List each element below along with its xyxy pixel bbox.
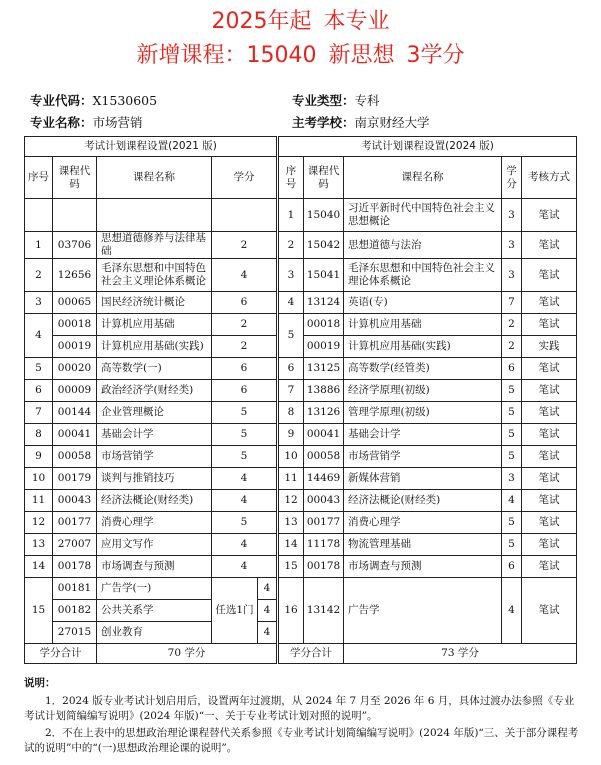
table-cell: [97, 199, 212, 232]
table-cell: 笔试: [522, 556, 577, 578]
table-cell: 笔试: [522, 232, 577, 259]
left-total: 70 学分: [97, 644, 278, 664]
table-cell: 7: [25, 402, 53, 424]
table-cell: 笔试: [522, 578, 577, 644]
table-cell: 新媒体营销: [344, 468, 502, 490]
table-cell: 应用文写作: [97, 534, 212, 556]
table-cell: 10: [278, 446, 304, 468]
table-cell: 消费心理学: [97, 512, 212, 534]
table-cell: 2: [25, 259, 53, 292]
table-cell: 3: [25, 292, 53, 314]
table-row: [25, 232, 577, 259]
table-cell: 4: [278, 292, 304, 314]
table-cell: 2: [502, 336, 522, 358]
table-cell: 管理学原理(初级): [344, 402, 502, 424]
table-cell: [212, 199, 278, 232]
table-cell: 笔试: [522, 199, 577, 232]
table-cell: 00041: [53, 424, 97, 446]
table-cell: 3: [502, 232, 522, 259]
table-cell: 英语(专): [344, 292, 502, 314]
table-cell: 7: [502, 292, 522, 314]
table-cell: 笔试: [522, 402, 577, 424]
table-cell: 15: [278, 556, 304, 578]
column-header: 课程代码: [53, 157, 97, 199]
banner-line-1: 2025年起 本专业: [211, 9, 390, 34]
table-cell: 03706: [53, 232, 97, 259]
major-name: 市场营销: [92, 115, 143, 130]
course-table: [24, 136, 577, 664]
table-cell: 学分合计: [25, 644, 97, 664]
table-cell: 13125: [304, 358, 344, 380]
table-cell: 高等数学(一): [97, 358, 212, 380]
table-cell: 5: [25, 358, 53, 380]
table-cell: 2: [212, 336, 278, 358]
table-cell: 政治经济学(财经类): [97, 380, 212, 402]
table-cell: 6: [212, 292, 278, 314]
table-cell: 00065: [53, 292, 97, 314]
table-cell: 创业教育: [97, 622, 212, 644]
table-cell: 15042: [304, 232, 344, 259]
table-cell: 公共关系学: [97, 600, 212, 622]
table-cell: 毛泽东思想和中国特色社会主义理论体系概论: [344, 259, 502, 292]
table-cell: 企业管理概论: [97, 402, 212, 424]
table-cell: 00058: [53, 446, 97, 468]
table-cell: 00058: [304, 446, 344, 468]
table-cell: 6: [502, 556, 522, 578]
table-row: [25, 446, 577, 468]
table-cell: 5: [212, 402, 278, 424]
table-cell: 8: [278, 402, 304, 424]
table-cell: 00009: [53, 380, 97, 402]
table-cell: 15: [25, 578, 53, 644]
table-cell: 消费心理学: [344, 512, 502, 534]
table-cell: 1: [25, 232, 53, 259]
table-cell: 15040: [304, 199, 344, 232]
table-cell: 谈判与推销技巧: [97, 468, 212, 490]
table-row: [25, 424, 577, 446]
table-cell: 2: [278, 232, 304, 259]
table-cell: 2: [212, 314, 278, 336]
table-row: [25, 402, 577, 424]
table-cell: 1: [278, 199, 304, 232]
table-cell: 15041: [304, 259, 344, 292]
table-cell: 00144: [53, 402, 97, 424]
table-cell: 广告学(一): [97, 578, 212, 600]
table-cell: 00018: [53, 314, 97, 336]
table-cell: 思想道德与法治: [344, 232, 502, 259]
table-cell: 13124: [304, 292, 344, 314]
table-cell: 9: [278, 424, 304, 446]
table-cell: 计算机应用基础: [344, 314, 502, 336]
table-cell: 高等数学(经管类): [344, 358, 502, 380]
table-cell: 12656: [53, 259, 97, 292]
table-cell: 毛泽东思想和中国特色社会主义理论体系概论: [97, 259, 212, 292]
table-cell: 3: [502, 468, 522, 490]
table-cell: 计算机应用基础(实践): [97, 336, 212, 358]
table-cell: 笔试: [522, 292, 577, 314]
table-cell: 经济法概论(财经类): [344, 490, 502, 512]
table-cell: 笔试: [522, 259, 577, 292]
table-cell: 市场调查与预测: [344, 556, 502, 578]
table-cell: 4: [25, 314, 53, 358]
table-cell: 13126: [304, 402, 344, 424]
table-cell: 00182: [53, 600, 97, 622]
right-total: 73 学分: [344, 644, 577, 664]
exam-school: 南京财经大学: [354, 115, 430, 130]
table-cell: 笔试: [522, 446, 577, 468]
table-cell: 广告学: [344, 578, 502, 644]
table-cell: 计算机应用基础: [97, 314, 212, 336]
table-cell: 笔试: [522, 358, 577, 380]
table-cell: 27007: [53, 534, 97, 556]
table-cell: 00043: [304, 490, 344, 512]
table-cell: 5: [502, 402, 522, 424]
table-cell: 2: [502, 314, 522, 336]
table-cell: 14: [278, 534, 304, 556]
table-cell: 4: [258, 578, 278, 600]
table-cell: 4: [502, 578, 522, 644]
table-cell: 11: [278, 468, 304, 490]
table-cell: 13: [25, 534, 53, 556]
table-row: [25, 490, 577, 512]
table-cell: 6: [212, 358, 278, 380]
table-cell: 5: [278, 314, 304, 358]
table-cell: 学分合计: [278, 644, 344, 664]
table-row: [25, 199, 577, 232]
table-cell: 00018: [304, 314, 344, 336]
table-cell: 9: [25, 446, 53, 468]
table-cell: 00181: [53, 578, 97, 600]
table-cell: 14: [25, 556, 53, 578]
table-cell: 11178: [304, 534, 344, 556]
table-cell: 6: [502, 358, 522, 380]
table-cell: 00179: [53, 468, 97, 490]
table-cell: 00019: [53, 336, 97, 358]
table-row: [25, 556, 577, 578]
table-cell: 7: [278, 380, 304, 402]
table-cell: 4: [212, 259, 278, 292]
table-cell: 5: [502, 534, 522, 556]
table-cell: 6: [212, 380, 278, 402]
table-cell: 3: [278, 259, 304, 292]
table-cell: 5: [502, 512, 522, 534]
major-type: 专科: [354, 93, 380, 108]
table-row: [25, 578, 577, 600]
table-cell: 3: [502, 259, 522, 292]
table-row: [25, 259, 577, 292]
notes-title: 说明：: [24, 677, 56, 689]
table-row: [25, 380, 577, 402]
column-header: 序号: [278, 157, 304, 199]
table-cell: 4: [212, 534, 278, 556]
column-header: 课程代码: [304, 157, 344, 199]
table-cell: 4: [212, 556, 278, 578]
table-cell: 13886: [304, 380, 344, 402]
table-cell: 00043: [53, 490, 97, 512]
total-row: [25, 644, 577, 664]
table-cell: 11: [25, 490, 53, 512]
table-cell: 4: [212, 490, 278, 512]
table-cell: 国民经济统计概论: [97, 292, 212, 314]
table-cell: 习近平新时代中国特色社会主义思想概论: [344, 199, 502, 232]
table-cell: 5: [212, 446, 278, 468]
table-cell: 2: [212, 232, 278, 259]
table-cell: 5: [502, 424, 522, 446]
table-cell: 经济学原理(初级): [344, 380, 502, 402]
table-row: [25, 358, 577, 380]
table-cell: 4: [258, 600, 278, 622]
table-cell: 4: [212, 468, 278, 490]
table-cell: 14469: [304, 468, 344, 490]
table-cell: 27015: [53, 622, 97, 644]
column-header: 学分: [502, 157, 522, 199]
table-cell: 笔试: [522, 380, 577, 402]
table-cell: 10: [25, 468, 53, 490]
right-plan-title: 考试计划课程设置(2024 版): [278, 137, 577, 157]
table-cell: 00177: [304, 512, 344, 534]
table-cell: 基础会计学: [344, 424, 502, 446]
table-cell: 基础会计学: [97, 424, 212, 446]
major-name-row: 专业名称：市场营销 主考学校：南京财经大学: [30, 115, 430, 130]
table-cell: 6: [278, 358, 304, 380]
banner-line-2: 新增课程：15040 新思想 3学分: [136, 43, 465, 68]
table-cell: 00019: [304, 336, 344, 358]
table-row: [25, 314, 577, 336]
column-header: 序号: [25, 157, 53, 199]
major-code: X1530605: [92, 93, 158, 108]
table-cell: 笔试: [522, 468, 577, 490]
elective-note: 任选1门: [212, 578, 258, 644]
column-header: 学分: [212, 157, 278, 199]
table-row: [25, 468, 577, 490]
table-cell: 笔试: [522, 314, 577, 336]
table-cell: 6: [25, 380, 53, 402]
table-cell: 00178: [304, 556, 344, 578]
table-row: [25, 534, 577, 556]
table-cell: 市场营销学: [344, 446, 502, 468]
table-cell: 13: [278, 512, 304, 534]
table-cell: 经济法概论(财经类): [97, 490, 212, 512]
note-1: 1．2024 版专业考试计划启用后，设置两年过渡期，从 2024 年 7 月至 2026 年 6 月，具体过渡办法参照《专业考试计划简编编写说明》(2024 年版)“一、关于专业考试计划对照的说明”。: [24, 695, 575, 722]
table-cell: 市场调查与预测: [97, 556, 212, 578]
table-cell: 4: [258, 622, 278, 644]
table-cell: 4: [502, 490, 522, 512]
table-cell: 3: [502, 199, 522, 232]
table-cell: 5: [502, 380, 522, 402]
table-cell: 计算机应用基础(实践): [344, 336, 502, 358]
table-cell: 笔试: [522, 490, 577, 512]
column-header: 课程名称: [97, 157, 212, 199]
table-cell: 物流管理基础: [344, 534, 502, 556]
table-cell: 12: [25, 512, 53, 534]
table-cell: [53, 199, 97, 232]
table-cell: 00177: [53, 512, 97, 534]
table-cell: 00041: [304, 424, 344, 446]
table-cell: 实践: [522, 336, 577, 358]
table-cell: 5: [502, 446, 522, 468]
table-cell: 5: [212, 512, 278, 534]
major-code-row: 专业代码：X1530605 专业类型：专科: [30, 93, 380, 108]
table-cell: 8: [25, 424, 53, 446]
table-cell: 5: [212, 424, 278, 446]
table-cell: [25, 199, 53, 232]
table-cell: 12: [278, 490, 304, 512]
table-cell: 笔试: [522, 424, 577, 446]
table-cell: 思想道德修养与法律基础: [97, 232, 212, 259]
table-cell: 笔试: [522, 512, 577, 534]
table-cell: 16: [278, 578, 304, 644]
table-cell: 00178: [53, 556, 97, 578]
table-cell: 13142: [304, 578, 344, 644]
note-2: 2．不在上表中的思想政治理论课程替代关系参照《专业考试计划简编编写说明》(2024 年版)“三、关于部分课程考试的说明”中的“(一)思想政治理论课的说明”。: [24, 727, 579, 754]
table-row: [25, 512, 577, 534]
column-header: 课程名称: [344, 157, 502, 199]
table-cell: 00020: [53, 358, 97, 380]
table-cell: 笔试: [522, 534, 577, 556]
table-cell: 市场营销学: [97, 446, 212, 468]
table-row: [25, 292, 577, 314]
left-plan-title: 考试计划课程设置(2021 版): [25, 137, 278, 157]
column-header: 考核方式: [522, 157, 577, 199]
